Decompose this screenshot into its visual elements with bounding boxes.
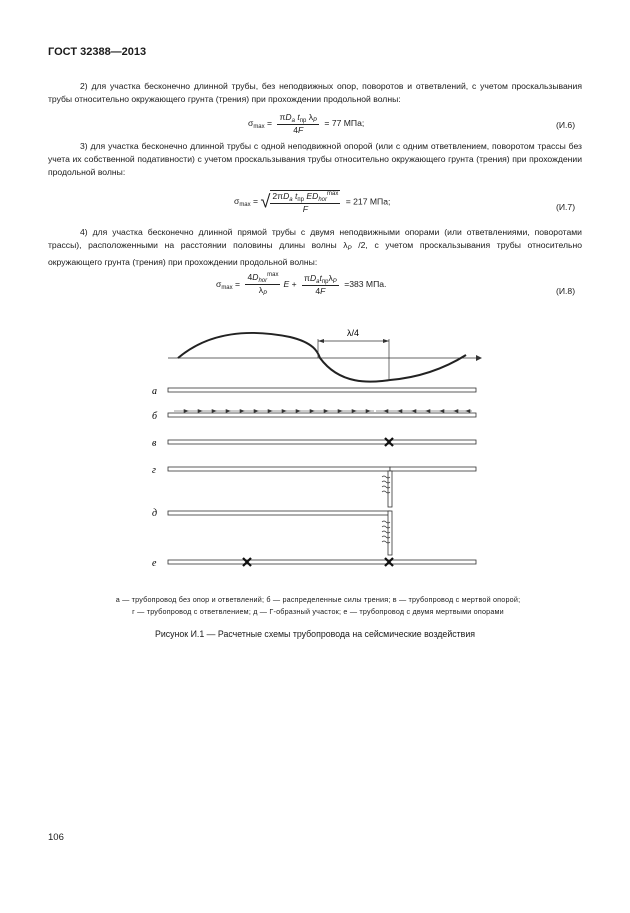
formula-7-fraction: $\frac{2\pi D_a t_{пр} ED_{hor}^{max}}{F}$ [272,191,339,214]
row-label-b: б [152,411,158,422]
formula-8-number: (И.8) [556,286,576,296]
formula-7: $\sigma_{max}$ = √ $\frac{2\pi D_a t_{пр} ED_{hor}^{max}}{F}$ = 217 МПа; [234,191,391,214]
pipe-a [168,388,476,392]
branch-g [388,471,392,507]
row-label-v: в [152,438,157,449]
row-label-e: е [152,558,157,569]
formula-8-result: =383 МПа. [344,278,387,289]
paragraph-3 [48,140,582,180]
formula-6-fraction: $\frac{\pi D_a t_{пр} \lambda_P}{4F}$ [279,112,318,135]
paragraph-2-text: 2) для участка бесконечно длинной трубы, без неподвижных опор, поворотов и ответвлений, с учетом проскальзывания трубы относительно окружающего грунта (трения) при прохождении продольной волны: [48,81,582,105]
paragraph-4-text-b: /2, с учетом проскальзывания трубы относительно окружающего грунта (трения) при прохождении продольной волны: [48,240,583,268]
figure-legend-line-1: а — трубопровод без опор и ответвлений; б — распределенные силы трения; в — трубопровод с мертвой опорой; [115,595,521,604]
figure-legend-line-2: г — трубопровод с ответвлением; д — Г-образный участок; е — трубопровод с двумя мертвыми опорами [132,607,504,616]
pipe-g-right [390,467,476,471]
formula-8-fraction-2: $\frac{\pi D_at_{пр}\lambda_P}{4F}$ [304,273,337,296]
formula-7-number: (И.7) [556,202,576,212]
figure-title: Рисунок И.1 — Расчетные схемы трубопровода на сейсмические воздействия [154,629,476,639]
paragraph-3-text: 3) для участка бесконечно длинной трубы с одной неподвижной опорой (или с одним ответвлением, поворотом трассы без учета их собственной подативности) с учетом проскальзывания трубы относительно окружающего грунта (трения) при прохождении продольной волны: [48,141,582,178]
formula-6-result: = 77 МПа; [324,117,365,128]
document-header: ГОСТ 32388—2013 [48,46,147,58]
paragraph-4-text-a: 4) для участка бесконечно длинной прямой трубы с двумя неподвижными опорами (или ответвлениями, поворотами трассы), расположенными на расстоянии половины длины волны λ [48,227,582,251]
paragraph-4: 4) для участка бесконечно длинной прямой трубы с двумя неподвижными опорами (или ответвлениями, поворотами трассы), расположенными на расстоянии половины длины волны $\lambda_P$ /2, с учетом проскальзывания трубы относительно окружающего грунта (трения) при прохождении продольной волны: [48,227,583,268]
formula-6: $\sigma_{max}$ = $\frac{\pi D_a t_{пр} \lambda_P}{4F}$ = 77 МПа; [248,112,365,135]
friction-arrows [174,410,472,413]
row-label-a: а [152,386,157,397]
row-label-g: г [152,465,156,476]
formula-8: $\sigma_{max}$ = $\frac{4D_{hor}^{max}}{\lambda_P}$ E + $\frac{\pi D_at_{пр}\lambda_P}{4F}$ =383 МПа. [216,272,387,297]
pipe-e [168,560,476,564]
formula-6-number: (И.6) [556,120,576,130]
pipe-v [168,440,476,444]
wave-axis-arrow [476,355,482,361]
wave-label: λ/4 [347,328,360,338]
dim-arrow-left [318,339,324,343]
paragraph-2 [48,80,582,106]
pipe-b [168,413,476,417]
figure-legend [58,594,578,618]
pipe-d [168,511,390,515]
formula-7-result: = 217 МПа; [345,196,391,207]
dim-arrow-right [383,339,389,343]
pipeline-schemes-figure [140,325,490,575]
formula-8-fraction-1: $\frac{4D_{hor}^{max}}{\lambda_P}$ [247,272,279,297]
pipe-g [168,467,390,471]
row-label-d: д [152,508,158,519]
page-number: 106 [48,832,64,843]
